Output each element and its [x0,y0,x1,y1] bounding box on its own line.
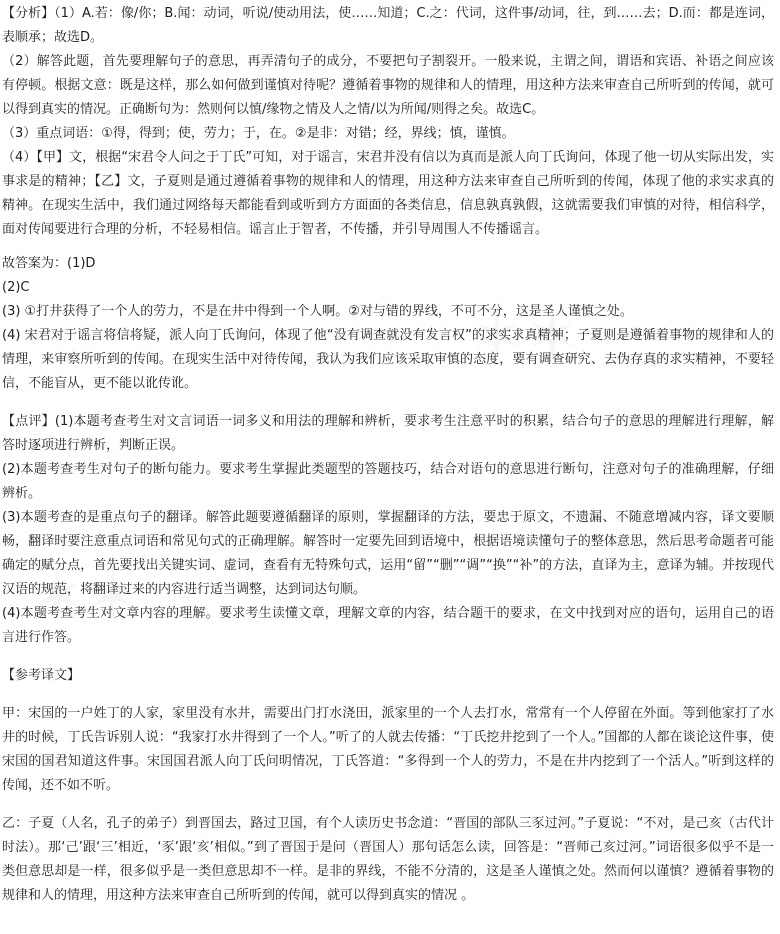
answer-line-4: (4) 宋君对于谣言将信将疑，派人向丁氏询问，体现了他“没有调查就没有发言权”的求实求真精神；子夏则是遵循着事物的规律和人的情理，来审察所听到的传闻。在现实生活中对待传闻，我认为我们应该采取审慎的态度，要有调查研究、去伪存真的求实精神，不要轻信，不能盲从，更不能以讹传讹。 [2,328,774,391]
spacer [2,396,774,410]
spacer [2,242,774,252]
analysis-paragraph-4: （4）【甲】文，根据“宋君令人问之于丁氏”可知，对于谣言，宋君并没有信以为真而是派人向丁氏询问，体现了他一切从实际出发，实事求是的精神；【乙】文，子夏则是通过遵循着事物的规律和人的情理，用这种方法来审查自己所听到的传闻，体现了他的求实求真的精神。在现实生活中，我们通过网络每天都能看到或听到方方面面的各类信息，信息孰真孰假，这就需要我们审慎的对待，相信科学，面对传闻要进行合理的分析，不轻易相信。谣言止于智者，不传播，并引导周围人不传播谣言。 [2,150,774,237]
comment-paragraph-2: (2)本题考查考生对句子的断句能力。要求考生掌握此类题型的答题技巧，结合对语句的意思进行断句，注意对句子的准确理解，仔细辨析。 [2,462,774,501]
analysis-paragraph-1: 【分析】（1）A.若：像/你；B.闻：动词，听说/使动用法，使……知道；C.之：代词，这件事/动词，往，到……去；D.而：都是连词，表顺承；故选D。 [2,6,774,45]
analysis-paragraph-3: （3）重点词语：①得，得到；使，劳力；于，在。②是非：对错；经，界线；慎，谨慎。 [2,126,515,141]
spacer [2,688,774,702]
answer-line-3: (3) ①打井获得了一个人的劳力，不是在井中得到一个人啊。②对与错的界线，不可不分，这是圣人谨慎之处。 [2,304,633,319]
comment-paragraph-3: (3)本题考查的是重点句子的翻译。解答此题要遵循翻译的原则，掌握翻译的方法，要忠于原文，不遗漏、不随意增减内容，译文要顺畅，翻译时要注意重点词语和常见句式的正确理解。解答时一定要先回到语境中，根据语境读懂句子的整体意思，然后思考命题者可能确定的赋分点，首先要找出关键实词、虚词，查看有无特殊句式，运用“留”“删”“调”“换”“补”的方法，直译为主，意译为辅。并按现代汉语的规范，将翻译过来的内容进行适当调整，达到词达句顺。 [2,510,774,597]
analysis-paragraph-2: （2）解答此题，首先要理解句子的意思，再弄清句子的成分，不要把句子割裂开。一般来说，主谓之间，谓语和宾语、补语之间应该有停顿。根据文意：既是这样，那么如何做到谨慎对待呢？遵循着事物的规律和人的情理，用这种方法来审查自己所听到的传闻，就可以得到真实的情况。正确断句为：然则何以慎/缘物之情及人之情/以为所闻/则得之矣。故选C。 [2,54,774,117]
translation-yi: 乙：子夏（人名，孔子的弟子）到晋国去，路过卫国，有个人读历史书念道：“晋国的部队三豕过河。”子夏说：“不对，是己亥（古代计时法）。那‘己’跟‘三’相近，‘豕’跟‘亥’相似。”到了晋国于是问（晋国人）那句话怎么读，回答是：“晋师己亥过河。”词语很多似乎不是一类但意思却是一样，很多似乎是一类但意思却不一样。是非的界线，不能不分清的，这是圣人谨慎之处。然而何以谨慎？遵循着事物的规律和人的情理，用这种方法来审查自己所听到的传闻，就可以得到真实的情况 。 [2,816,774,903]
translation-heading: 【参考译文】 [2,668,81,683]
spacer [2,798,774,812]
answer-line-2: (2)C [2,280,30,295]
answer-line-1: 故答案为：(1)D [2,256,96,271]
translation-jia: 甲：宋国的一户姓丁的人家，家里没有水井，需要出门打水浇田，派家里的一个人去打水，常常有一个人停留在外面。等到他家打了水井的时候，丁氏告诉别人说：“我家打水井得到了一个人。”听了的人就去传播：“丁氏挖井挖到了一个人。”国都的人都在谈论这件事，使宋国的国君知道这件事。宋国国君派人向丁氏问明情况，丁氏答道：“多得到一个人的劳力，不是在井内挖到了一个活人。”听到这样的传闻，还不如不听。 [2,706,774,793]
comment-paragraph-1: 【点评】(1)本题考查考生对文言词语一词多义和用法的理解和辨析，要求考生注意平时的积累，结合句子的意思的理解进行理解，解答时逐项进行辨析，判断正误。 [2,414,774,453]
comment-paragraph-4: (4)本题考查考生对文章内容的理解。要求考生读懂文章，理解文章的内容，结合题干的要求，在文中找到对应的语句，运用自己的语言进行作答。 [2,606,774,645]
spacer [2,650,774,664]
